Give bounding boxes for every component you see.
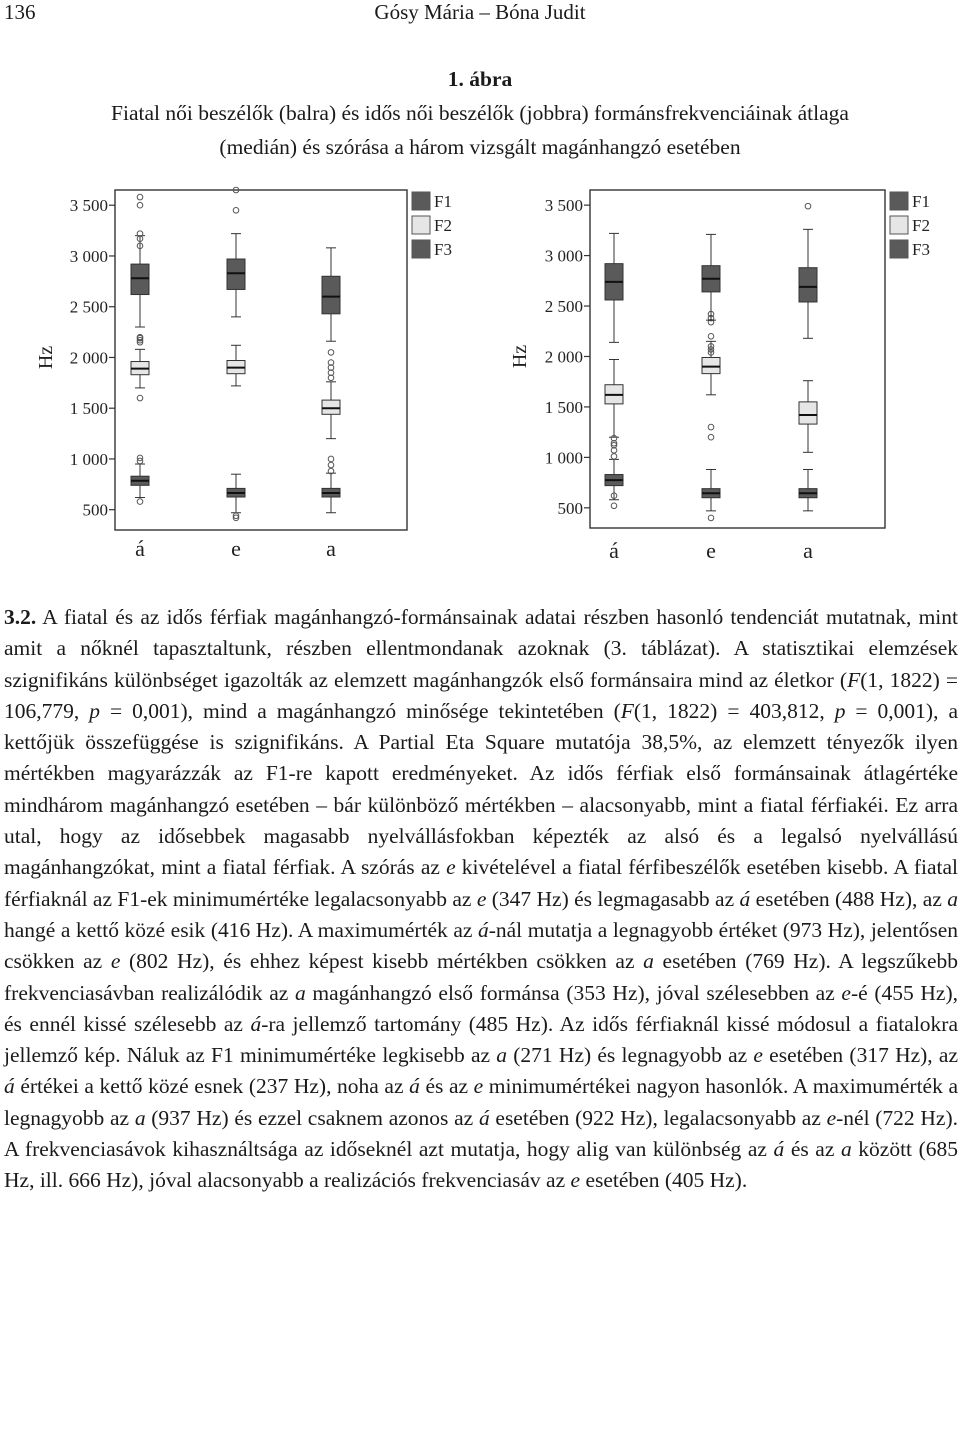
plot-frame — [115, 190, 407, 530]
figure-caption — [0, 62, 960, 164]
x-category-label: á — [135, 536, 145, 561]
text-run: (1, 1822) = 106,779, — [4, 667, 958, 723]
outlier-point — [328, 350, 334, 356]
body-paragraph — [4, 602, 958, 1197]
text-run: (347 Hz) és legmagasabb az — [486, 886, 740, 911]
text-run: = 0,001), mind a magánhangzó minősége tekintetében ( — [100, 698, 621, 723]
y-tick-label: 2 000 — [544, 347, 583, 367]
italic-term: a — [840, 1137, 852, 1162]
italic-term: e — [826, 1105, 837, 1130]
italic-term: á — [773, 1137, 785, 1162]
outlier-point — [611, 503, 617, 509]
legend-swatch — [412, 192, 430, 210]
text-run: esetében (405 Hz). — [580, 1168, 748, 1193]
legend-label: F3 — [434, 240, 452, 259]
italic-term: á — [4, 1074, 15, 1099]
legend-label: F2 — [912, 216, 930, 235]
x-category-label: a — [326, 536, 336, 561]
y-tick-label: 3 000 — [544, 246, 583, 266]
section-number: 3.2. — [4, 605, 37, 629]
text-run: = 0,001), a kettőjük összefüggése is szignifikáns. A Partial Eta Square mutatója 38,5%, az elemzett tényezők ilyen mértékben magyarázzák az F1-re kapott eredményeket. Az idős férfiak első formánsainak átlagértéke mindhárom magánhangzó esetében – bár különböző mértékben – alacsonyabb, mint a fiatal férfiakéi. Ez arra utal, hogy az idősebbek magasabb nyelvállásfokban képezték az alsó és a legalsó nyelvállású magánhangzókat, mint a fiatal férfiak. A szórás az — [4, 698, 958, 880]
italic-term: e — [753, 1043, 763, 1068]
box-iqr — [227, 259, 245, 289]
text-run: esetében (769 Hz). A legszűkebb frekvenciasávban realizálódik az — [4, 949, 958, 1005]
y-tick-label: 2 500 — [69, 297, 108, 317]
x-category-label: e — [706, 538, 716, 563]
legend-label: F2 — [434, 216, 452, 235]
y-tick-label: 1 500 — [69, 399, 108, 419]
italic-term: e — [476, 886, 487, 911]
text-run: esetében (922 Hz), legalacsonyabb az — [489, 1105, 827, 1130]
italic-term: a — [134, 1105, 146, 1130]
box-iqr — [799, 402, 817, 424]
text-run: (1, 1822) = 403,812, — [633, 698, 835, 723]
text-run: esetében (488 Hz), az — [750, 886, 948, 911]
text-run: (802 Hz), és ehhez képest kisebb mértékben csökken az — [120, 949, 644, 974]
y-tick-label: 1 500 — [544, 397, 583, 417]
text-run: A fiatal és az idős férfiak magánhangzó-formánsainak adatai részben hasonló tendenciát mutatnak, mint amit a nőknél tapasztaltunk, részben ellentmondanak azoknak (3. táblázat). A statisztikai elemzések szignifikáns különbséget igazolták az elemzett magánhangzók első formánsaira mind az életkor ( — [4, 605, 958, 692]
italic-term: á — [477, 917, 489, 942]
legend-swatch — [412, 240, 430, 258]
italic-term: e — [841, 980, 851, 1005]
text-run: és az — [419, 1074, 474, 1099]
italic-term: a — [294, 980, 306, 1005]
boxplot-figure-svg — [0, 178, 960, 578]
box-iqr — [131, 264, 149, 294]
legend-label: F1 — [434, 192, 452, 211]
y-tick-label: 2 000 — [69, 348, 108, 368]
legend-label: F1 — [912, 192, 930, 211]
legend-swatch — [412, 216, 430, 234]
y-tick-label: 500 — [82, 500, 108, 520]
italic-term: á — [739, 886, 751, 911]
outlier-point — [328, 462, 334, 468]
figure-boxplots — [0, 178, 960, 578]
italic-term: á — [250, 1011, 262, 1036]
outlier-point — [708, 424, 714, 430]
outlier-point — [708, 333, 714, 339]
figure-caption-line-2: (medián) és szórása a három vizsgált magánhangzó esetében — [219, 135, 741, 159]
y-tick-label: 2 500 — [544, 297, 583, 317]
outlier-point — [611, 454, 617, 460]
outlier-point — [708, 434, 714, 440]
legend-swatch — [890, 240, 908, 258]
text-run: értékei a kettő közé esnek (237 Hz), noha az — [14, 1074, 410, 1099]
italic-term: p — [89, 698, 100, 723]
y-tick-label: 1 000 — [544, 448, 583, 468]
box-iqr — [702, 357, 720, 373]
y-tick-label: 3 000 — [69, 246, 108, 266]
outlier-point — [137, 395, 143, 401]
legend-swatch — [890, 216, 908, 234]
italic-term: á — [409, 1074, 420, 1099]
text-run: magánhangzó első formánsa (353 Hz), jóval szélesebben az — [305, 980, 842, 1005]
x-category-label: á — [609, 538, 619, 563]
outlier-point — [805, 203, 811, 209]
legend-label: F3 — [912, 240, 930, 259]
italic-term: e — [110, 949, 121, 974]
plot-frame — [590, 190, 885, 528]
outlier-point — [233, 207, 239, 213]
text-run: minimumértékei nagyon hasonlók. A maximumérték a legnagyobb az — [4, 1074, 958, 1130]
outlier-point — [328, 456, 334, 462]
outlier-point — [137, 202, 143, 208]
text-run: -nél (722 Hz). A frekvenciasávok kihasználtsága az időseknél azt mutatja, hogy alig van különbség az — [4, 1105, 958, 1162]
y-tick-label: 3 500 — [69, 196, 108, 216]
text-run: kivételével a fiatal férfibeszélők esetében kisebb. A fiatal férfiaknál az F1-ek minimumértéke legalacsonyabb az — [4, 855, 959, 911]
outlier-point — [137, 194, 143, 200]
italic-term: p — [834, 698, 846, 723]
figure-number: 1. ábra — [447, 67, 513, 91]
y-tick-label: 1 000 — [69, 449, 108, 469]
text-run: hangé a kettő közé esik (416 Hz). A maximumérték az — [4, 917, 478, 942]
text-run: esetében (317 Hz), az — [762, 1043, 958, 1068]
text-run: (271 Hz) és legnagyobb az — [507, 1043, 754, 1068]
italic-term: a — [643, 949, 654, 974]
box-iqr — [799, 268, 817, 302]
outlier-point — [137, 499, 143, 505]
text-run: -é (455 Hz), és ennél kissé szélesebb az — [4, 980, 958, 1036]
italic-term: e — [446, 855, 456, 880]
box-iqr — [322, 400, 340, 414]
text-run: -nál mutatja a legnagyobb értéket (973 Hz), jelentősen csökken az — [4, 917, 958, 974]
italic-term: a — [496, 1043, 508, 1068]
x-category-label: a — [803, 538, 813, 563]
running-head — [0, 0, 960, 28]
y-tick-label: 3 500 — [544, 196, 583, 216]
italic-term: e — [570, 1168, 581, 1193]
y-axis-label: Hz — [509, 344, 531, 369]
figure-caption-line-1: Fiatal női beszélők (balra) és idős női beszélők (jobbra) formánsfrekvenciáinak átlaga — [111, 101, 849, 125]
italic-term: e — [473, 1074, 484, 1099]
y-tick-label: 500 — [557, 498, 583, 518]
italic-term: F — [847, 667, 861, 692]
body-text — [4, 602, 958, 1197]
legend-swatch — [890, 192, 908, 210]
x-category-label: e — [231, 536, 241, 561]
running-head-authors: Gósy Mária – Bóna Judit — [374, 0, 586, 24]
text-run: között (685 Hz, ill. 666 Hz), jóval alacsonyabb a realizációs frekvenciasáv az — [4, 1137, 958, 1193]
italic-term: F — [620, 698, 634, 723]
text-run: -ra jellemző tartomány (485 Hz). Az idős férfiaknál kissé módosul a fiatalokra jellemző kép. Náluk az F1 minimumértéke legkisebb az — [4, 1011, 958, 1068]
outlier-point — [708, 515, 714, 521]
y-axis-label: Hz — [35, 345, 57, 370]
box-iqr — [322, 276, 340, 314]
italic-term: á — [478, 1105, 490, 1130]
text-run: (937 Hz) és ezzel csaknem azonos az — [145, 1105, 479, 1130]
text-run: és az — [784, 1137, 841, 1162]
page-number: 136 — [4, 0, 36, 24]
italic-term: a — [947, 886, 958, 911]
